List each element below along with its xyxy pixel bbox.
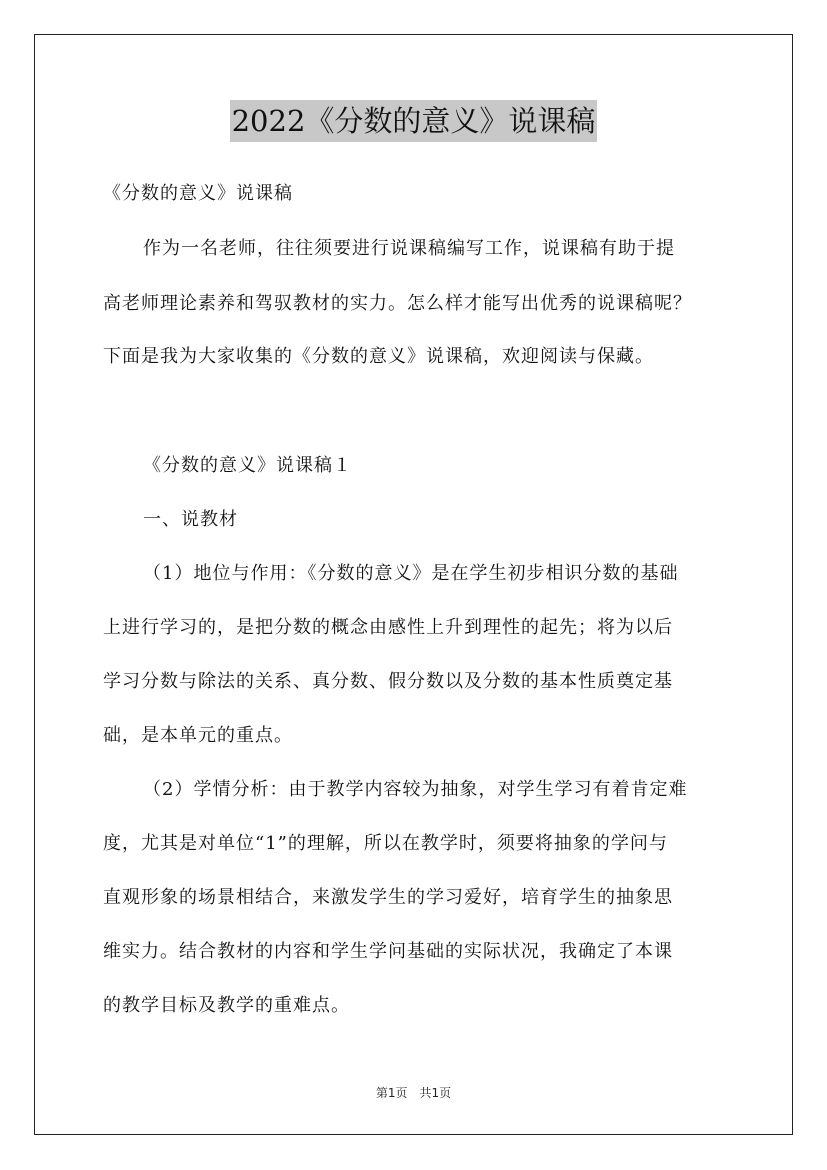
para2-line-3: 直观形象的场景相结合，来激发学生的学习爱好，培育学生的抽象思	[103, 887, 673, 908]
intro-line-3: 下面是我为大家收集的《分数的意义》说课稿，欢迎阅读与保藏。	[103, 346, 654, 367]
subtitle-line: 《分数的意义》说课稿	[103, 183, 293, 204]
para2-line-5: 的教学目标及教学的重难点。	[103, 995, 350, 1016]
para2-line-1: （2）学情分析：由于教学内容较为抽象，对学生学习有着肯定难	[143, 779, 688, 800]
page-footer: 第1页 共1页	[375, 1086, 452, 1100]
section-heading: 《分数的意义》说课稿１	[143, 455, 352, 476]
intro-line-1: 作为一名老师，往往须要进行说课稿编写工作，说课稿有助于提	[143, 238, 675, 259]
para2-line-2: 度，尤其是对单位“1”的理解，所以在教学时，须要将抽象的学问与	[103, 833, 668, 854]
subheading-teaching-material: 一、说教材	[143, 509, 238, 530]
para1-line-4: 础，是本单元的重点。	[103, 725, 293, 746]
document-title: 2022《分数的意义》说课稿	[230, 100, 598, 142]
para2-line-4: 维实力。结合教材的内容和学生学问基础的实际状况，我确定了本课	[103, 941, 673, 962]
title-container	[0, 100, 827, 142]
para1-line-3: 学习分数与除法的关系、真分数、假分数以及分数的基本性质奠定基	[103, 671, 673, 692]
intro-line-2: 高老师理论素养和驾驭教材的实力。怎么样才能写出优秀的说课稿呢？	[103, 293, 692, 314]
para1-line-2: 上进行学习的，是把分数的概念由感性上升到理性的起先；将为以后	[103, 617, 673, 638]
para1-line-1: （1）地位与作用：《分数的意义》是在学生初步相识分数的基础	[143, 563, 679, 584]
